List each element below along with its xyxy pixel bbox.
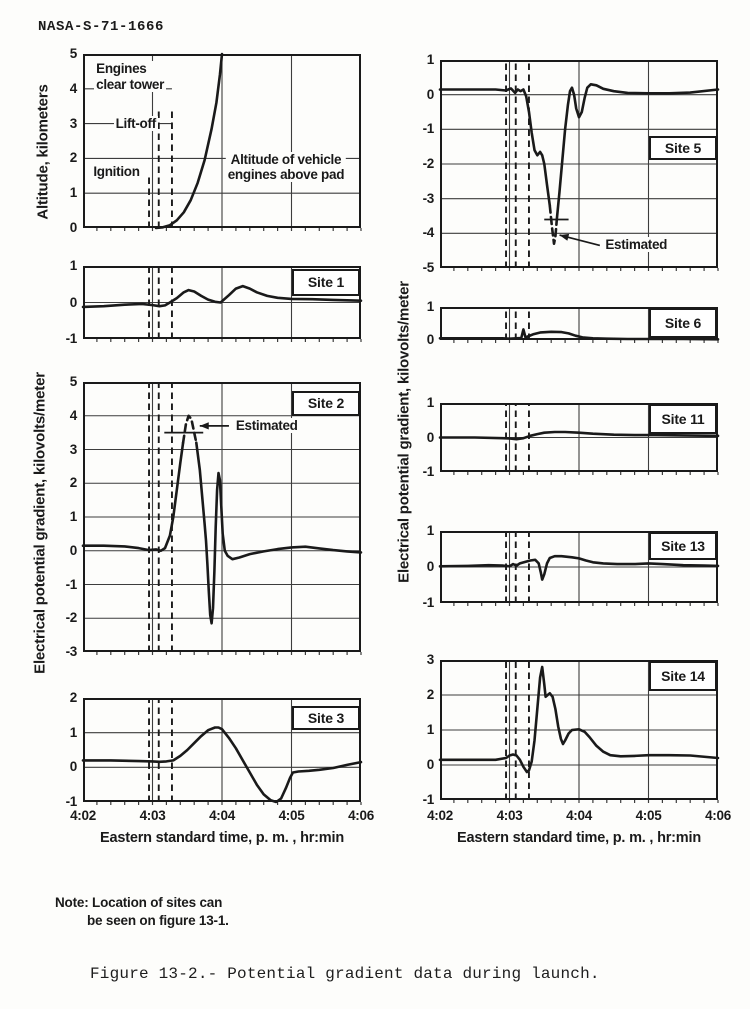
chart-panel-site2 [65, 374, 361, 659]
x-tick-label: 4:04 [566, 808, 592, 823]
y-tick-label: -4 [422, 225, 434, 241]
trace-site2 [83, 443, 183, 551]
y-tick-label: 1 [426, 722, 434, 737]
site-label-site2: Site 2 [292, 391, 360, 416]
annotation-label: Estimated [235, 418, 298, 434]
trace-site2-estimated [183, 416, 196, 443]
y-tick-label: -1 [422, 792, 434, 807]
y-tick-label: 3 [69, 441, 77, 457]
y-tick-label: 0 [69, 759, 77, 775]
y-tick-label: 3 [426, 652, 434, 667]
y-tick-label: 1 [69, 258, 77, 273]
y-tick-label: -1 [65, 794, 77, 809]
figure-caption: Figure 13-2.- Potential gradient data during launch. [90, 965, 600, 983]
y-tick-label: 0 [426, 86, 434, 102]
y-tick-label: 2 [69, 475, 77, 491]
y-tick-label: -1 [65, 576, 77, 592]
y-tick-label: 2 [69, 150, 77, 166]
y-tick-label: 0 [426, 332, 434, 347]
y-tick-label: 0 [69, 294, 77, 310]
y-tick-label: -2 [65, 610, 77, 626]
note-line-1: Note: Location of sites can [55, 895, 223, 910]
trace-site5 [440, 88, 550, 205]
y-tick-label: -1 [65, 331, 77, 346]
y-tick-label: -2 [422, 156, 434, 171]
y-tick-label: -5 [422, 260, 434, 275]
site-label-site13: Site 13 [649, 532, 717, 560]
chart-panel-site3 [65, 690, 361, 809]
site-label-site6: Site 6 [649, 308, 717, 338]
y-tick-label: -1 [422, 121, 434, 137]
y-tick-label: 5 [69, 374, 77, 389]
y-tick-label: 2 [426, 687, 434, 702]
arrow-icon [200, 422, 209, 429]
y-tick-label: -3 [65, 644, 77, 659]
x-tick-label: 4:06 [348, 808, 374, 823]
annotation-label: Estimated [605, 237, 668, 253]
y-tick-label: 4 [69, 80, 77, 96]
y-tick-label: 4 [69, 407, 77, 423]
y-tick-label: 1 [426, 395, 434, 410]
y-tick-label: 1 [426, 299, 434, 314]
chart-panel-site13 [422, 523, 718, 610]
x-axis-title-right: Eastern standard time, p. m. , hr:min [457, 830, 701, 846]
chart-svg-site5 [440, 60, 718, 268]
x-tick-label: 4:03 [139, 808, 166, 823]
site-label-site5: Site 5 [649, 136, 717, 160]
y-tick-label: 5 [69, 46, 77, 61]
chart-panel-altitude [69, 46, 361, 235]
x-tick-label: 4:03 [496, 808, 523, 823]
x-tick-label: 4:04 [209, 808, 235, 823]
y-tick-label: 1 [69, 724, 77, 740]
site-label-site3: Site 3 [292, 706, 360, 730]
annotation-label: Altitude of vehicle engines above pad [227, 151, 345, 182]
site-label-site1: Site 1 [292, 269, 360, 296]
trace-site2 [196, 443, 361, 624]
y-tick-label: 0 [69, 220, 77, 235]
y-tick-label: 0 [426, 559, 434, 574]
x-tick-label: 4:05 [278, 808, 305, 823]
annotation-label: Engines clear tower [96, 61, 165, 92]
y-tick-label: 0 [426, 757, 434, 772]
site-label-site11: Site 11 [649, 404, 717, 434]
chart-panel-site14 [422, 652, 718, 807]
x-tick-label: 4:06 [705, 808, 731, 823]
y-tick-label: 3 [69, 115, 77, 131]
x-tick-label: 4:05 [635, 808, 662, 823]
note-line-2: be seen on figure 13-1. [87, 913, 229, 928]
chart-panel-site5 [422, 52, 718, 275]
y-tick-label: 1 [69, 509, 77, 524]
y-tick-label: 0 [69, 542, 77, 558]
y-tick-label: 2 [69, 690, 77, 705]
y-tick-label: 1 [426, 523, 434, 538]
y-tick-label: -1 [422, 464, 434, 479]
y-tick-label: 0 [426, 429, 434, 445]
x-tick-label: 4:02 [70, 808, 96, 823]
y-tick-label: 1 [69, 185, 77, 201]
document-number: NASA-S-71-1666 [38, 19, 165, 35]
annotation-label: Lift-off [115, 116, 156, 131]
site-label-site14: Site 14 [649, 661, 717, 691]
chart-panel-site11 [422, 395, 718, 479]
chart-svg-site2 [83, 382, 361, 652]
y-tick-label: -1 [422, 595, 434, 610]
figure-13-2-page: NASA-S-71-1666 Altitude, kilometers Electrical potential gradient, kilovolts/meter Electrical potential gradient, kilovolts/meter 5 4 3 2 1 0 Engines clear tower Lift-off Ignition Altitude of vehicle engines above pad 1 0 -1 Site 1 5 4 3 2 1 0 -1 -2 -3 Estimated Site 2 2 1 0 -1 Site 3 1 0 -1 -2 -3 -4 -5 Estimated Site 5 1 0 Site 6 1 0 -1 Site 11 1 0 -1 Site 13 3 2 1 0 -1 Site 14 4:02 4:03 4:04 4:05 4:06 4:02 4:03 4:04 4:05 4:06 Eastern standard time, p. m. , hr:min Eastern standard time, p. m. , hr:min Note: Location of sites can be seen on figure 13-1. Figure 13-2.- Potential gradient data during launch. [0, 0, 750, 1009]
annotation-label: Ignition [93, 164, 140, 180]
x-tick-label: 4:02 [427, 808, 453, 823]
y-tick-label: -3 [422, 190, 434, 206]
chart-panel-site6 [426, 299, 718, 347]
trace-site5-estimated [550, 206, 557, 244]
chart-panel-site1 [65, 258, 361, 346]
y-tick-label: 1 [426, 52, 434, 67]
x-axis-title-left: Eastern standard time, p. m. , hr:min [100, 830, 344, 846]
